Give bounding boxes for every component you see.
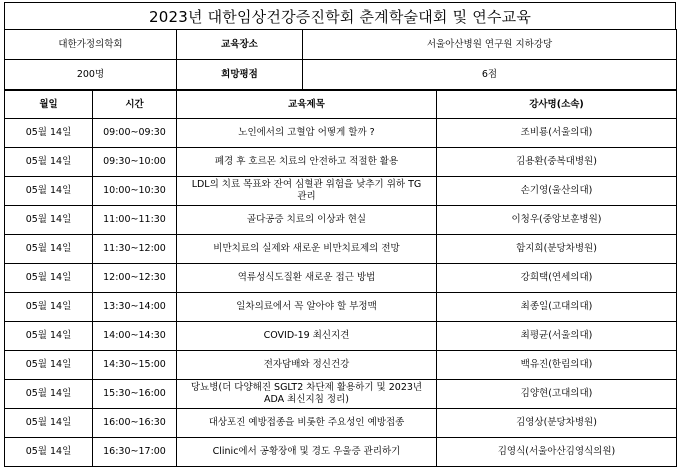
session-date: 05월 14일 [5,380,93,409]
session-topic: 당뇨병(더 다양해진 SGLT2 차단제 활용하기 및 2023년 ADA 최신지침 정리) [177,380,437,409]
table-row [5,438,677,467]
session-date: 05월 14일 [5,293,93,322]
session-date: 05월 14일 [5,119,93,148]
session-date: 05월 14일 [5,351,93,380]
session-time: 10:00~10:30 [93,177,177,206]
schedule-header-row [5,91,677,119]
session-topic: 비만치료의 실제와 새로운 비만치료제의 전망 [177,235,437,264]
info-table [4,29,677,90]
table-row [5,351,677,380]
session-date: 05월 14일 [5,322,93,351]
session-topic: 대상포진 예방접종을 비롯한 주요성인 예방접종 [177,409,437,438]
session-lecturer: 조비룡(서울의대) [437,119,677,148]
table-row [5,148,677,177]
session-date: 05월 14일 [5,206,93,235]
session-date: 05월 14일 [5,235,93,264]
session-lecturer: 손기영(울산의대) [437,177,677,206]
table-row [5,293,677,322]
table-row [5,119,677,148]
venue-value: 서울아산병원 연구원 지하강당 [303,30,677,60]
table-row [5,177,677,206]
session-lecturer: 최종일(고대의대) [437,293,677,322]
session-time: 14:30~15:00 [93,351,177,380]
session-time: 11:00~11:30 [93,206,177,235]
session-topic: 폐경 후 호르몬 치료의 안전하고 적절한 활용 [177,148,437,177]
desired-points-label: 희망평점 [177,60,303,90]
session-topic: 노인에서의 고혈압 어떻게 할까 ? [177,119,437,148]
session-lecturer: 이청우(중앙보훈병원) [437,206,677,235]
attendee-count-value: 200명 [5,60,177,90]
topic-column-header: 교육제목 [177,91,437,119]
lecturer-column-header: 강사명(소속) [437,91,677,119]
session-date: 05월 14일 [5,177,93,206]
venue-label: 교육장소 [177,30,303,60]
table-row [5,235,677,264]
session-time: 15:30~16:00 [93,380,177,409]
table-row [5,409,677,438]
session-time: 14:00~14:30 [93,322,177,351]
date-column-header: 월일 [5,91,93,119]
session-date: 05월 14일 [5,409,93,438]
session-topic: LDL의 치료 목표와 잔여 심혈관 위험을 낮추기 위하 TG관리 [177,177,437,206]
session-time: 12:00~12:30 [93,264,177,293]
session-time: 16:30~17:00 [93,438,177,467]
info-row-venue [5,30,677,60]
session-lecturer: 김영식(서울아산김영식의원) [437,438,677,467]
session-lecturer: 김영상(분당차병원) [437,409,677,438]
table-row [5,206,677,235]
session-topic: 골다공증 치료의 이상과 현실 [177,206,437,235]
session-time: 11:30~12:00 [93,235,177,264]
info-row-points [5,60,677,90]
schedule-table [4,90,677,467]
schedule-sheet [4,2,676,467]
organization-value: 대한가정의학회 [5,30,177,60]
time-column-header: 시간 [93,91,177,119]
session-topic: 일차의료에서 꼭 알아야 할 부정맥 [177,293,437,322]
session-time: 09:00~09:30 [93,119,177,148]
session-lecturer: 강희택(연세의대) [437,264,677,293]
session-lecturer: 백유진(한림의대) [437,351,677,380]
session-time: 13:30~14:00 [93,293,177,322]
session-date: 05월 14일 [5,264,93,293]
session-time: 09:30~10:00 [93,148,177,177]
desired-points-value: 6점 [303,60,677,90]
session-lecturer: 김용환(중복대병원) [437,148,677,177]
table-row [5,264,677,293]
table-row [5,322,677,351]
session-topic: 전자담배와 정신건강 [177,351,437,380]
session-lecturer: 함지희(분당차병원) [437,235,677,264]
session-lecturer: 최평균(서울의대) [437,322,677,351]
session-time: 16:00~16:30 [93,409,177,438]
session-date: 05월 14일 [5,438,93,467]
page-title: 2023년 대한임상건강증진학회 춘계학술대회 및 연수교육 [4,2,676,29]
session-topic: Clinic에서 공황장애 및 경도 우울증 관리하기 [177,438,437,467]
session-topic: 역류성식도질환 새로운 접근 방법 [177,264,437,293]
session-lecturer: 김양현(고대의대) [437,380,677,409]
session-topic: COVID-19 최신지견 [177,322,437,351]
table-row [5,380,677,409]
session-date: 05월 14일 [5,148,93,177]
